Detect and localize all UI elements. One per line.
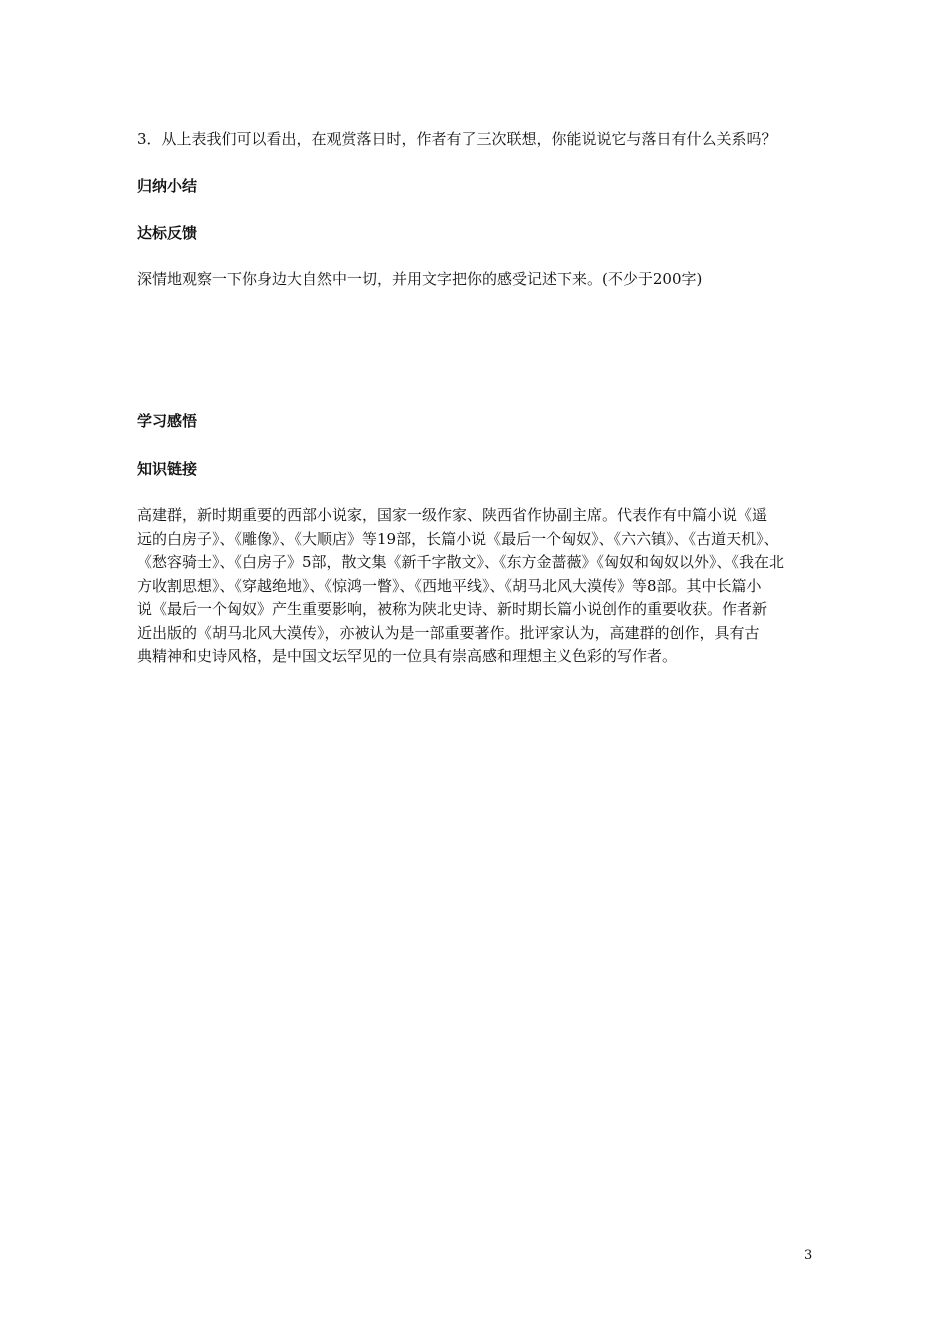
paragraph-line: 方收割思想》、《穿越绝地》、《惊鸿一瞥》、《西地平线》、《胡马北风大漠传》等8部。其中长篇小 bbox=[137, 576, 762, 595]
paragraph-line: 说《最后一个匈奴》产生重要影响，被称为陕北史诗、新时期长篇小说创作的重要收获。作者新 bbox=[137, 600, 768, 618]
paragraph-line: 远的白房子》、《雕像》、《大顺店》等19部，长篇小说《最后一个匈奴》、《六六镇》、《古道天机》、 bbox=[137, 529, 779, 548]
paragraph-line: 《愁容骑士》、《白房子》5部，散文集《新千字散文》、《东方金蔷薇》《匈奴和匈奴以外》、《我在北 bbox=[137, 553, 785, 571]
paragraph-line: 高建群，新时期重要的西部小说家，国家一级作家、陕西省作协副主席。代表作有中篇小说《遥 bbox=[137, 506, 768, 524]
page-number: 3 bbox=[804, 1248, 813, 1263]
paragraph-line: 典精神和史诗风格，是中国文坛罕见的一位具有崇高感和理想主义色彩的写作者。 bbox=[137, 647, 678, 665]
paragraph-line: 近出版的《胡马北风大漠传》，亦被认为是一部重要著作。批评家认为，高建群的创作，具有古 bbox=[137, 623, 760, 642]
heading-feedback: 达标反馈 bbox=[137, 224, 198, 242]
knowledge-paragraph bbox=[137, 504, 813, 669]
heading-reflection: 学习感悟 bbox=[137, 412, 198, 430]
feedback-task: 深情地观察一下你身边大自然中一切，并用文字把你的感受记述下来。(不少于200字) bbox=[137, 270, 703, 288]
heading-knowledge: 知识链接 bbox=[137, 460, 198, 478]
heading-summary: 归纳小结 bbox=[137, 177, 198, 195]
question-3: 3．从上表我们可以看出，在观赏落日时，作者有了三次联想，你能说说它与落日有什么关系吗？ bbox=[137, 130, 777, 148]
